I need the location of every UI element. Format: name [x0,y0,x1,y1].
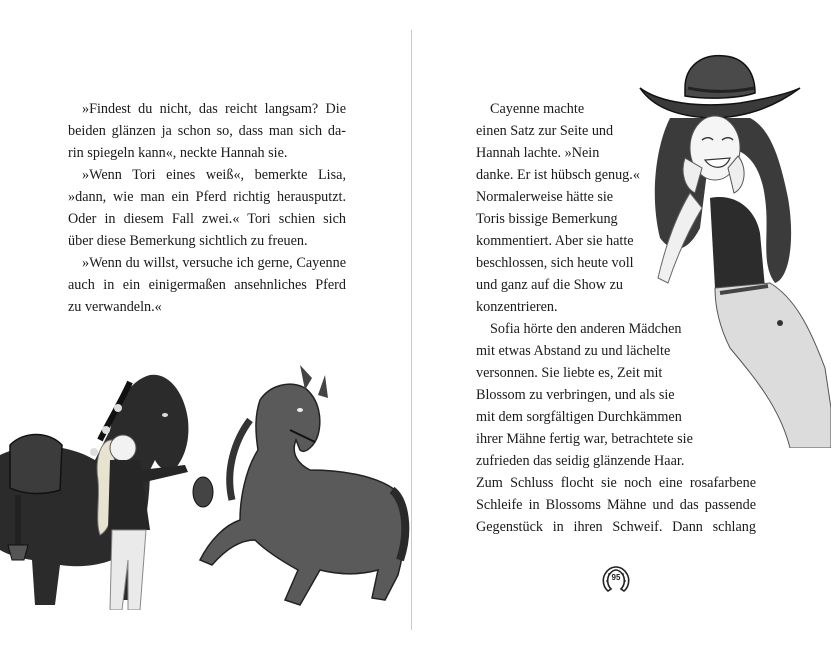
text-line: beschlossen, sich heute voll [476,255,634,271]
text-line: »dann, wie man ein Pferd richtig herausputzt. [68,189,346,205]
text-line: »Wenn du willst, versuche ich gerne, Cayenne [82,255,346,271]
text-line: beiden glänzen ja schon so, dass man sich da- [68,123,346,139]
horses-illustration [0,360,411,610]
right-page-text [476,98,756,538]
page-number [601,565,631,595]
text-line: auch in ein einigermaßen ansehnliches Pferd [68,277,346,293]
text-line: kommentiert. Aber sie hatte [476,233,634,249]
text-line: über diese Bemerkung sichtlich zu freuen. [68,233,308,249]
text-line: Gegenstück in ihren Schweif. Dann schlang [476,519,756,535]
text-line: danke. Er ist hübsch genug.« [476,167,640,183]
text-line: Cayenne machte [490,101,585,117]
text-line: Normalerweise hätte sie [476,189,614,205]
text-line: mit etwas Abstand zu und lächelte [476,343,671,359]
text-line: Hannah lachte. »Nein [476,145,600,161]
text-line: Blossom zu verbringen, und als sie [476,387,675,403]
text-line: ihrer Mähne fertig war, betrachtete sie [476,431,693,447]
dark-horse-figure [0,375,188,605]
text-line: rin spiegeln kann«, neckte Hannah sie. [68,145,288,161]
text-line: »Wenn Tori eines weiß«, bemerkte Lisa, [82,167,346,183]
text-line: und ganz auf die Show zu [476,277,623,293]
girl-figure [97,435,213,610]
text-line: Schleife in Blossoms Mähne und das passende [476,497,756,513]
text-line: »Findest du nicht, das reicht langsam? Die [82,101,346,117]
page-number-label: 95 [611,573,621,582]
text-line: Oder in diesem Fall zwei.« Tori schien sich [68,211,346,227]
text-line: mit dem sorgfältigen Durchkämmen [476,409,682,425]
text-line: Zum Schluss flocht sie noch eine rosafarbene [476,475,756,491]
text-line: zu verwandeln.« [68,299,162,315]
left-page-text [68,98,346,318]
page-gutter [411,30,412,630]
text-line: konzentrieren. [476,299,558,315]
text-line: einen Satz zur Seite und [476,123,614,139]
text-line: versonnen. Sie liebte es, Zeit mit [476,365,663,381]
text-line: Sofia hörte den anderen Mädchen [490,321,682,337]
text-line: Toris bissige Bemerkung [476,211,618,227]
text-line: zufrieden das seidig glänzende Haar. [476,453,685,469]
grey-horse-figure [200,365,405,605]
